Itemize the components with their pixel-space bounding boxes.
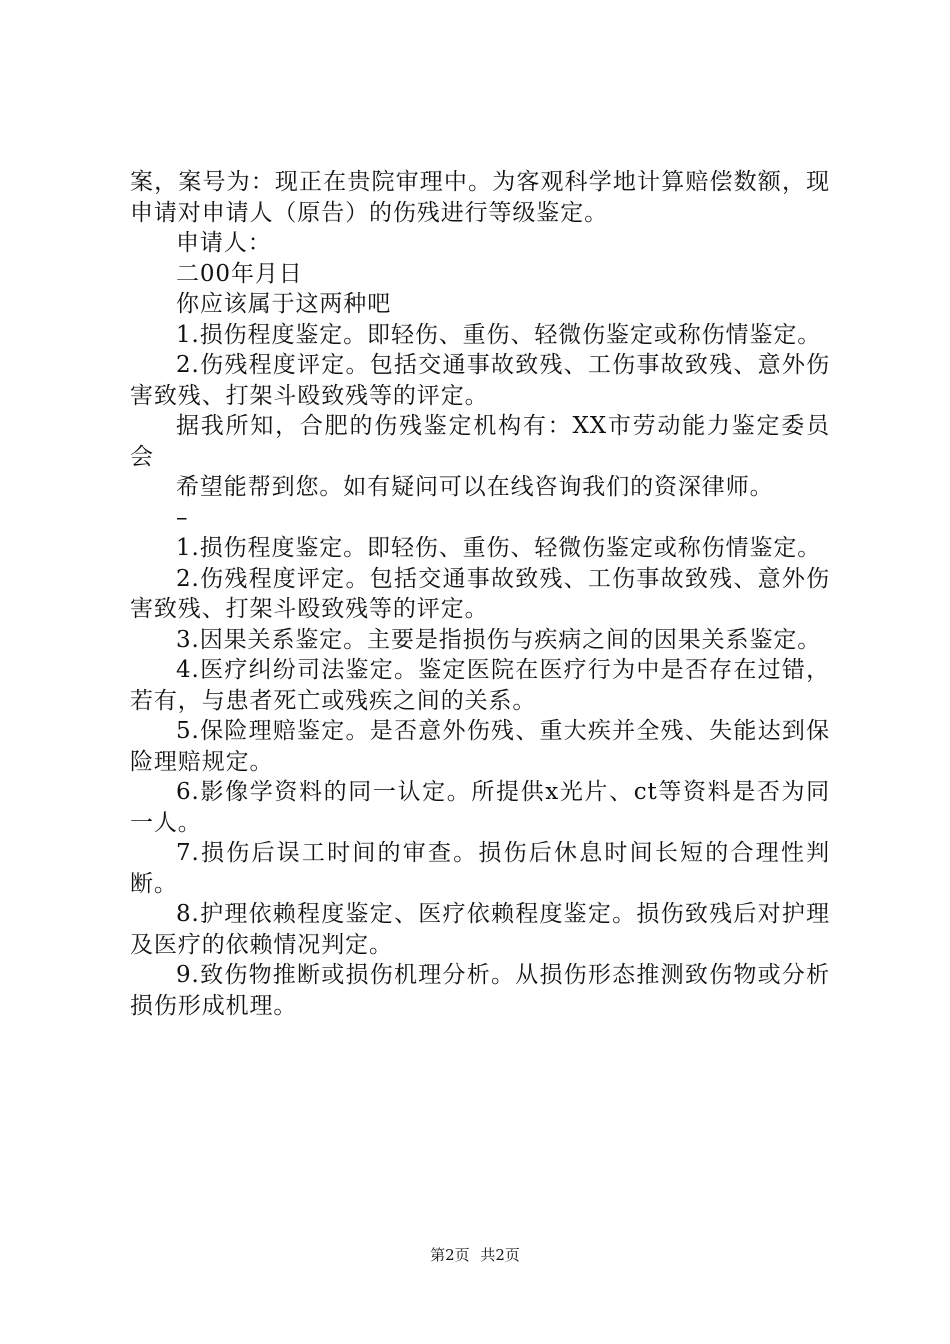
page-footer	[0, 1244, 950, 1265]
paragraph-date: 二00年月日	[176, 260, 303, 287]
paragraph-list-item-4: 4.医疗纠纷司法鉴定。鉴定医院在医疗行为中是否存在过错，若有，与患者死亡或残疾之间的关系。	[130, 657, 830, 714]
paragraph-answer-intro: 你应该属于这两种吧	[176, 291, 392, 317]
page-number: 第2页	[430, 1246, 470, 1264]
document-body	[130, 167, 830, 1021]
page-total: 共2页	[480, 1246, 520, 1264]
paragraph-separator-dash: –	[176, 504, 188, 531]
paragraph-list-item-8: 8.护理依赖程度鉴定、医疗依赖程度鉴定。损伤致残后对护理及医疗的依赖情况判定。	[130, 901, 830, 958]
paragraph-list-item-5: 5.保险理赔鉴定。是否意外伤残、重大疾并全残、失能达到保险理赔规定。	[130, 718, 830, 775]
paragraph-list-item-7: 7.损伤后误工时间的审查。损伤后休息时间长短的合理性判断。	[130, 840, 830, 897]
paragraph-list-item-3: 3.因果关系鉴定。主要是指损伤与疾病之间的因果关系鉴定。	[176, 626, 822, 653]
paragraph-item-2: 2.伤残程度评定。包括交通事故致残、工伤事故致残、意外伤害致残、打架斗殴致残等的评定。	[130, 352, 830, 409]
paragraph-list-item-9: 9.致伤物推断或损伤机理分析。从损伤形态推测致伤物或分析损伤形成机理。	[130, 962, 830, 1019]
paragraph-institution: 据我所知，合肥的伤残鉴定机构有：XX市劳动能力鉴定委员会	[130, 413, 830, 470]
paragraph-list-item-1: 1.损伤程度鉴定。即轻伤、重伤、轻微伤鉴定或称伤情鉴定。	[176, 535, 822, 561]
paragraph-case-intro: 案，案号为：现正在贵院审理中。为客观科学地计算赔偿数额，现申请对申请人（原告）的伤残进行等级鉴定。	[130, 169, 830, 226]
paragraph-closing: 希望能帮到您。如有疑问可以在线咨询我们的资深律师。	[176, 474, 774, 500]
paragraph-list-item-6: 6.影像学资料的同一认定。所提供x光片、ct等资料是否为同一人。	[130, 779, 830, 836]
paragraph-applicant: 申请人：	[176, 230, 272, 256]
paragraph-item-1: 1.损伤程度鉴定。即轻伤、重伤、轻微伤鉴定或称伤情鉴定。	[176, 321, 822, 348]
paragraph-list-item-2: 2.伤残程度评定。包括交通事故致残、工伤事故致残、意外伤害致残、打架斗殴致残等的评定。	[130, 565, 830, 622]
